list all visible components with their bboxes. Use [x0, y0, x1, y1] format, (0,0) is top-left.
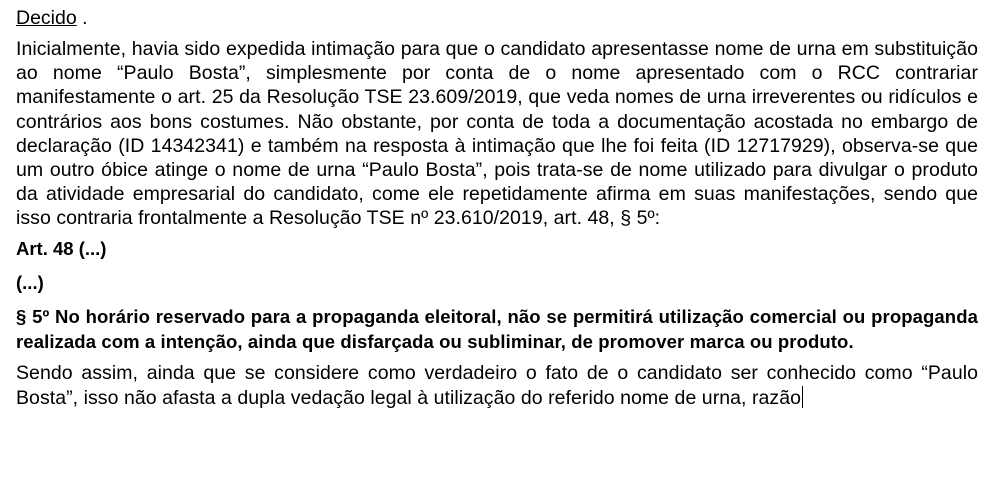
decision-heading: [16, 5, 978, 31]
article-reference: Art. 48 (...): [16, 237, 107, 259]
document-body: [16, 0, 978, 411]
paragraph-conclusion-text: Sendo assim, ainda que se considere como verdadeiro o fato de o candidato ser conhecido como “Paulo Bosta”, isso não afasta a dupla vedação legal à utilização do referido nome de urna, razão: [16, 361, 978, 409]
paragraph-conclusion: [16, 361, 978, 411]
heading-punctuation: .: [76, 7, 88, 29]
heading-word: Decido: [16, 7, 77, 29]
paragraph-intro: Inicialmente, havia sido expedida intimação para que o candidato apresentasse nome de urna em substituição ao nome “Paulo Bosta”, simplesmente por conta de o nome apresentado com o RCC contrariar manifestamente o art. 25 da Resolução TSE 23.609/2019, que veda nomes de urna irreverentes ou ridículos e contrários aos bons costumes. Não obstante, por conta de toda a documentação acostada no embargo de declaração (ID 14342341) e também na resposta à intimação que lhe foi feita (ID 12717929), observa-se que um outro óbice atinge o nome de urna “Paulo Bosta”, pois trata-se de nome utilizado para divulgar o produto da atividade empresarial do candidato, come ele repetidamente afirma em suas manifestações, sendo que isso contraria frontalmente a Resolução TSE nº 23.610/2019, art. 48, § 5º:: [16, 38, 978, 230]
text-cursor: [802, 386, 803, 408]
article-ellipsis: (...): [16, 271, 44, 293]
quoted-legal-section: § 5º No horário reservado para a propaganda eleitoral, não se permitirá utilização comercial ou propaganda realizada com a intenção, ainda que disfarçada ou subliminar, de promover marca ou produto.: [16, 305, 978, 352]
